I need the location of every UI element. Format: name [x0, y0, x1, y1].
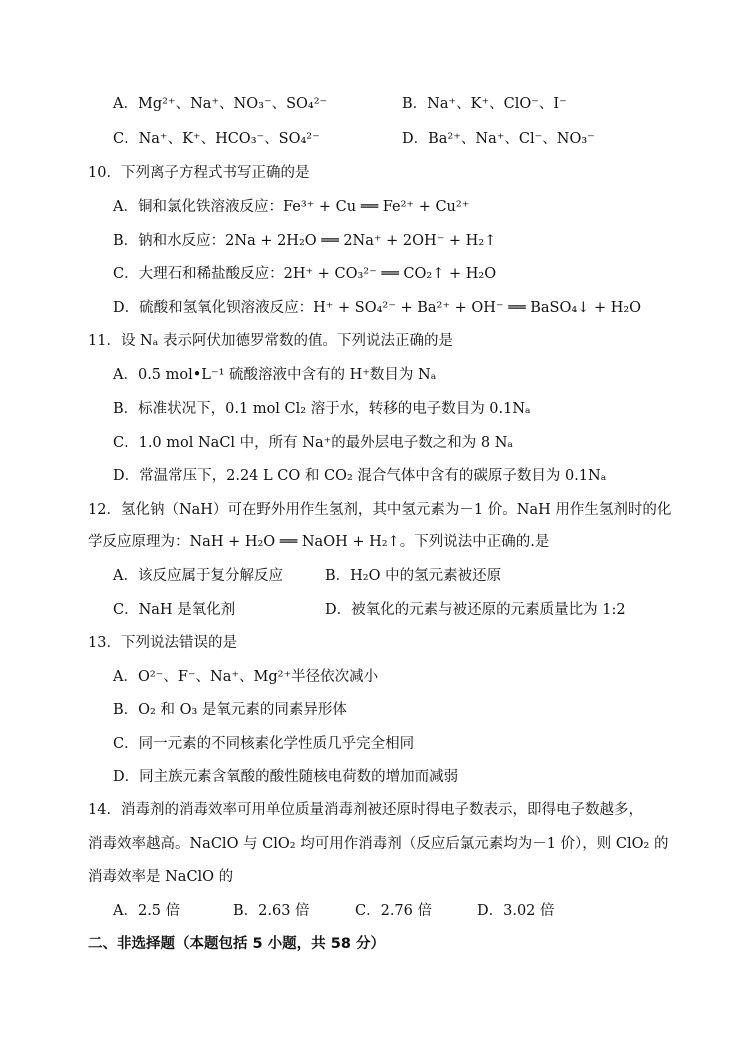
q10-stem: 10．下列离子方程式书写正确的是: [88, 165, 310, 181]
section2-heading: 二、非选择题（本题包括 5 小题，共 58 分）: [88, 936, 385, 952]
q11-option-d: D．常温常压下，2.24 L CO 和 CO₂ 混合气体中含有的碳原子数目为 0.1Nₐ: [113, 468, 607, 484]
q12-stem-line2: 学反应原理为：NaH + H₂O ══ NaOH + H₂↑。下列说法中正确的.是: [88, 534, 550, 550]
q9-option-b: B．Na⁺、K⁺、ClO⁻、I⁻: [402, 96, 567, 112]
q13-stem: 13．下列说法错误的是: [88, 635, 237, 651]
q12-option-b: B．H₂O 中的氢元素被还原: [325, 568, 502, 584]
q13-option-c: C．同一元素的不同核素化学性质几乎完全相同: [113, 736, 415, 752]
q10-option-d: D．硫酸和氢氧化钡溶液反应：H⁺ + SO₄²⁻ + Ba²⁺ + OH⁻ ══ BaSO₄↓ + H₂O: [113, 300, 642, 316]
q9-option-d: D．Ba²⁺、Na⁺、Cl⁻、NO₃⁻: [402, 131, 595, 147]
q11-stem: 11．设 Nₐ 表示阿伏加德罗常数的值。下列说法正确的是: [88, 333, 453, 349]
q14-option-d: D．3.02 倍: [477, 903, 555, 919]
q9-option-a: A．Mg²⁺、Na⁺、NO₃⁻、SO₄²⁻: [113, 96, 328, 112]
q9-option-c: C．Na⁺、K⁺、HCO₃⁻、SO₄²⁻: [113, 131, 320, 147]
q10-option-c: C．大理石和稀盐酸反应：2H⁺ + CO₃²⁻ ══ CO₂↑ + H₂O: [113, 266, 497, 282]
q12-stem-line1: 12．氢化钠（NaH）可在野外用作生氢剂，其中氢元素为－1 价。NaH 用作生氢剂时的化: [88, 502, 672, 518]
q14-option-b: B．2.63 倍: [233, 903, 310, 919]
q14-stem-line3: 消毒效率是 NaClO 的: [88, 869, 234, 885]
q13-option-b: B．O₂ 和 O₃ 是氧元素的同素异形体: [113, 702, 347, 718]
q12-option-a: A．该反应属于复分解反应: [113, 568, 283, 584]
q14-option-c: C．2.76 倍: [355, 903, 432, 919]
q14-stem-line1: 14．消毒剂的消毒效率可用单位质量消毒剂被还原时得电子数表示，即得电子数越多，: [88, 802, 643, 818]
q13-option-a: A．O²⁻、F⁻、Na⁺、Mg²⁺半径依次减小: [113, 669, 379, 685]
q11-option-c: C．1.0 mol NaCl 中，所有 Na⁺的最外层电子数之和为 8 Nₐ: [113, 435, 513, 451]
q12-option-c: C．NaH 是氧化剂: [113, 602, 236, 618]
q10-option-b: B．钠和水反应：2Na + 2H₂O ══ 2Na⁺ + 2OH⁻ + H₂↑: [113, 233, 497, 249]
q13-option-d: D．同主族元素含氧酸的酸性随核电荷数的增加而减弱: [113, 769, 459, 785]
q12-option-d: D．被氧化的元素与被还原的元素质量比为 1:2: [325, 602, 626, 618]
q10-option-a: A．铜和氯化铁溶液反应：Fe³⁺ + Cu ══ Fe²⁺ + Cu²⁺: [113, 199, 470, 215]
q11-option-a: A．0.5 mol•L⁻¹ 硫酸溶液中含有的 H⁺数目为 Nₐ: [113, 367, 437, 383]
q14-stem-line2: 消毒效率越高。NaClO 与 ClO₂ 均可用作消毒剂（反应后氯元素均为－1 价），则 ClO₂ 的: [88, 836, 669, 852]
q14-option-a: A．2.5 倍: [113, 903, 181, 919]
q11-option-b: B．标准状况下，0.1 mol Cl₂ 溶于水，转移的电子数目为 0.1Nₐ: [113, 401, 531, 417]
